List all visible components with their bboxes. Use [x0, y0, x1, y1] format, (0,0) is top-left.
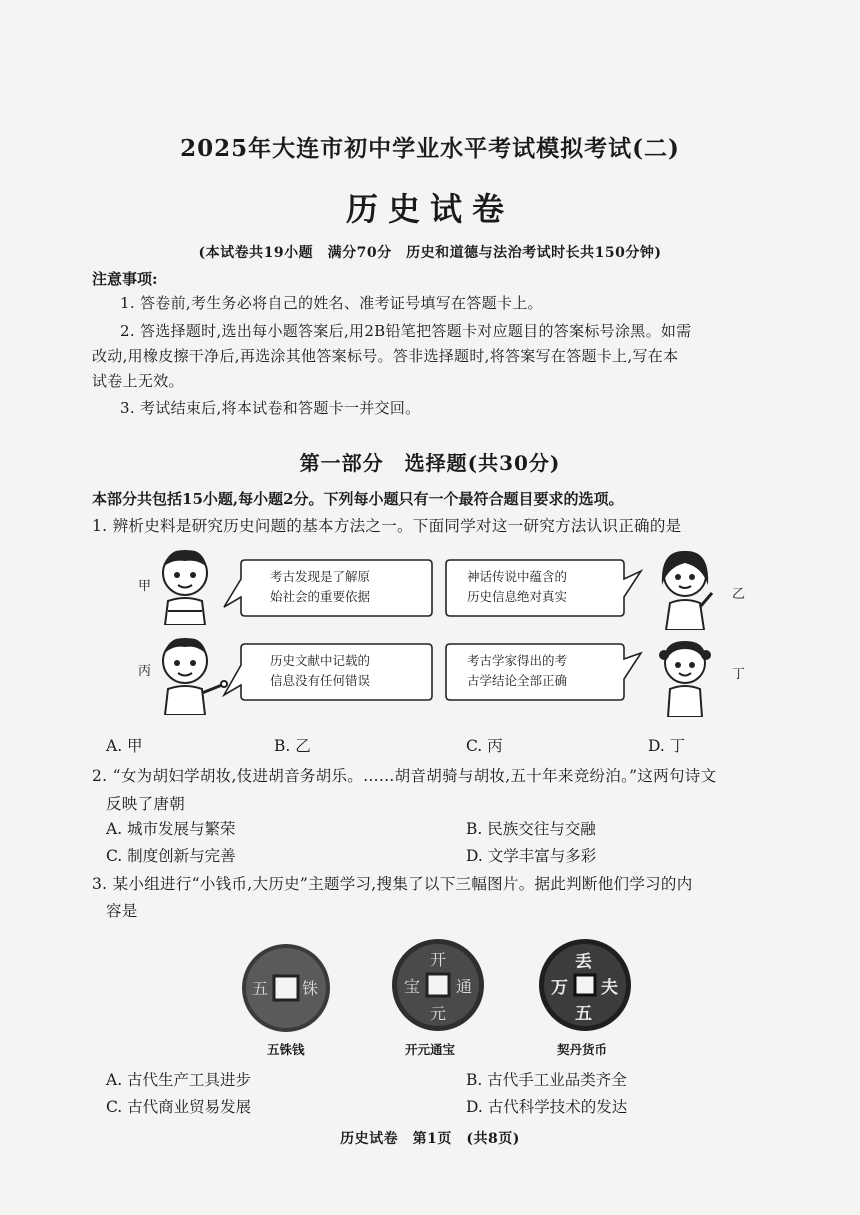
coin-wuzhu [240, 942, 332, 1034]
q1-stem: 1. 辨析史料是研究历史问题的基本方法之一。下面同学对这一研究方法认识正确的是 [92, 517, 682, 535]
q2-stem-line-2: 反映了唐朝 [106, 795, 186, 813]
q3-option-a[interactable]: A. 古代生产工具进步 [106, 1071, 252, 1089]
bubble-bing-line-2: 信息没有任何错误 [270, 673, 371, 688]
q2-option-d[interactable]: D. 文学丰富与多彩 [466, 847, 597, 865]
q2-option-b[interactable]: B. 民族交往与交融 [466, 820, 596, 838]
coin-kaiyuan-caption: 开元通宝 [405, 1042, 456, 1057]
q2-stem-line-1: 2. “女为胡妇学胡妆,伎进胡音务胡乐。……胡音胡骑与胡妆,五十年来竞纷泊。”这两句诗文 [92, 767, 717, 785]
q3-stem-line-1: 3. 某小组进行“小钱币,大历史”主题学习,搜集了以下三幅图片。据此判断他们学习的内 [92, 875, 693, 893]
label-jia: 甲 [138, 579, 152, 594]
section-intro: 本部分共包括15小题,每小题2分。下列每小题只有一个最符合题目要求的选项。 [92, 490, 624, 508]
q3-option-d[interactable]: D. 古代科学技术的发达 [466, 1098, 628, 1116]
notice-item-2-line-2: 改动,用橡皮擦干净后,再选涂其他答案标号。答非选择题时,将答案写在答题卡上,写在本 [92, 347, 679, 365]
q1-option-c[interactable]: C. 丙 [466, 737, 503, 755]
coin-khitan-char-top: 丢 [575, 952, 592, 972]
notice-item-2-line-3: 试卷上无效。 [92, 372, 184, 390]
coin-khitan [537, 937, 633, 1033]
bubble-yi-line-1: 神话传说中蕴含的 [467, 569, 568, 584]
label-yi: 乙 [732, 587, 746, 602]
q1-option-b[interactable]: B. 乙 [274, 737, 311, 755]
coin-kaiyuan-char-top: 开 [430, 950, 447, 969]
coin-wuzhu-char-2: 铢 [302, 979, 319, 998]
q1-illustration [120, 545, 746, 715]
page-footer: 历史试卷 第1页 (共8页) [340, 1131, 520, 1147]
student-bing-figure [150, 633, 230, 715]
q1-option-d[interactable]: D. 丁 [648, 737, 686, 755]
bubble-yi-line-2: 历史信息绝对真实 [467, 589, 568, 604]
bubble-jia-line-2: 始社会的重要依据 [270, 589, 371, 604]
coin-kaiyuan [390, 937, 486, 1033]
bubble-ding-line-2: 古学结论全部正确 [467, 673, 568, 688]
notice-item-3: 3. 考试结束后,将本试卷和答题卡一并交回。 [120, 399, 421, 417]
label-ding: 丁 [732, 667, 746, 682]
coin-khitan-caption: 契丹货币 [557, 1042, 608, 1057]
coin-wuzhu-caption: 五铢钱 [267, 1042, 305, 1057]
student-jia-figure [150, 545, 220, 625]
coin-kaiyuan-char-bottom: 元 [430, 1004, 447, 1023]
notice-item-2-line-1: 2. 答选择题时,选出每小题答案后,用2B铅笔把答题卡对应题目的答案标号涂黑。如需 [120, 322, 692, 340]
q1-option-a[interactable]: A. 甲 [106, 737, 143, 755]
section-title: 第一部分 选择题(共30分) [299, 451, 561, 475]
exam-info: (本试卷共19小题 满分70分 历史和道德与法治考试时长共150分钟) [198, 245, 662, 261]
exam-title: 2025年大连市初中学业水平考试模拟考试(二) [180, 135, 680, 162]
q3-stem-line-2: 容是 [106, 902, 138, 920]
coin-khitan-char-right: 夫 [601, 978, 618, 998]
q2-option-a[interactable]: A. 城市发展与繁荣 [106, 820, 236, 838]
student-ding-figure [650, 635, 720, 717]
bubble-jia-line-1: 考古发现是了解原 [270, 569, 371, 584]
coin-wuzhu-char-1: 五 [252, 979, 269, 998]
bubble-ding-line-1: 考古学家得出的考 [467, 653, 568, 668]
student-yi-figure [650, 545, 720, 630]
coin-khitan-char-bottom: 五 [575, 1004, 592, 1024]
paper-subtitle: 历史试卷 [345, 190, 514, 228]
q3-option-c[interactable]: C. 古代商业贸易发展 [106, 1098, 252, 1116]
coin-kaiyuan-char-right: 通 [456, 977, 473, 996]
notice-title: 注意事项: [92, 270, 158, 288]
coin-kaiyuan-char-left: 宝 [404, 977, 421, 996]
notice-item-1: 1. 答卷前,考生务必将自己的姓名、准考证号填写在答题卡上。 [120, 294, 543, 312]
q2-option-c[interactable]: C. 制度创新与完善 [106, 847, 236, 865]
q3-option-b[interactable]: B. 古代手工业品类齐全 [466, 1071, 627, 1089]
coin-khitan-char-left: 万 [551, 978, 568, 998]
bubble-bing-line-1: 历史文献中记载的 [270, 653, 371, 668]
label-bing: 丙 [138, 664, 152, 679]
